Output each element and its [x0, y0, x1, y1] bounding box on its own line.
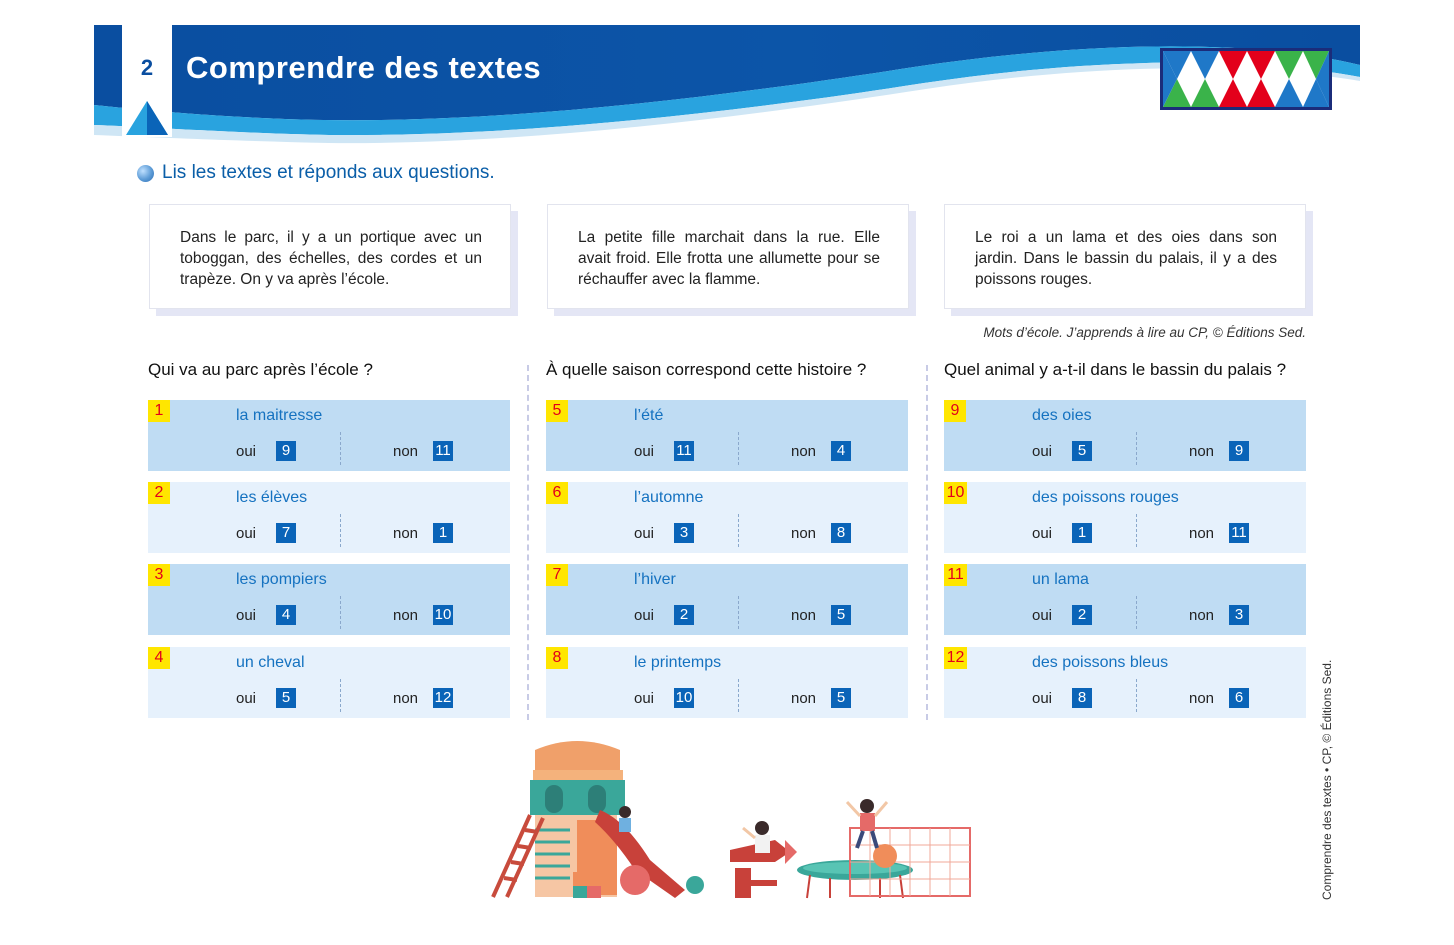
answer-card: [148, 564, 510, 635]
item-number: 12: [944, 647, 967, 669]
question-1: Qui va au parc après l’école ?: [148, 360, 373, 379]
item-number: 8: [546, 647, 568, 669]
item-number: 2: [148, 482, 170, 504]
text-box-2: La petite fille marchait dans la rue. Elle avait froid. Elle frotta une allumette pour se réchauffer avec la flamme.: [547, 204, 909, 309]
no-label: non: [393, 607, 419, 624]
option-label: les élèves: [236, 489, 308, 506]
item-number: 5: [546, 400, 568, 422]
divider: [340, 596, 341, 629]
instruction-text: Lis les textes et réponds aux questions.: [162, 162, 495, 183]
yes-label: oui: [1032, 690, 1053, 707]
answer-card: [148, 400, 510, 471]
answer-card: [546, 400, 908, 471]
option-label: des oies: [1032, 407, 1092, 424]
divider: [1136, 432, 1137, 465]
no-label: non: [791, 607, 817, 624]
yes-target-badge[interactable]: 5: [1072, 441, 1092, 461]
text-box-3: Le roi a un lama et des oies dans son jardin. Dans le bassin du palais, il y a des poissons rouges.: [944, 204, 1306, 309]
yes-label: oui: [236, 690, 257, 707]
item-number: 9: [944, 400, 966, 422]
option-label: la maitresse: [236, 407, 323, 424]
option-label: le printemps: [634, 654, 722, 671]
divider: [738, 679, 739, 712]
no-target-badge[interactable]: 5: [831, 605, 851, 625]
yes-label: oui: [1032, 443, 1053, 460]
yes-target-badge[interactable]: 1: [1072, 523, 1092, 543]
no-target-badge[interactable]: 11: [433, 441, 453, 461]
triangle-icon: [122, 97, 172, 137]
option-label: les pompiers: [236, 571, 327, 588]
playground-illustration: [485, 740, 975, 905]
page-title: Comprendre des textes: [186, 50, 542, 85]
no-label: non: [791, 525, 817, 542]
item-number: 7: [546, 564, 568, 586]
answer-card: [148, 647, 510, 718]
option-label: l’hiver: [634, 571, 676, 588]
no-target-badge[interactable]: 6: [1229, 688, 1249, 708]
option-label: un cheval: [236, 654, 305, 671]
no-label: non: [1189, 607, 1215, 624]
yes-target-badge[interactable]: 2: [674, 605, 694, 625]
side-credit: Comprendre des textes • CP, © Éditions Sed.: [1320, 659, 1334, 900]
divider: [1136, 679, 1137, 712]
divider: [1136, 596, 1137, 629]
yes-target-badge[interactable]: 7: [276, 523, 296, 543]
item-number: 1: [148, 400, 170, 422]
divider: [738, 514, 739, 547]
yes-target-badge[interactable]: 9: [276, 441, 296, 461]
no-target-badge[interactable]: 1: [433, 523, 453, 543]
item-number: 10: [944, 482, 967, 504]
yes-target-badge[interactable]: 3: [674, 523, 694, 543]
item-number: 11: [944, 564, 967, 586]
yes-target-badge[interactable]: 4: [276, 605, 296, 625]
no-target-badge[interactable]: 5: [831, 688, 851, 708]
no-label: non: [393, 690, 419, 707]
no-label: non: [393, 525, 419, 542]
chapter-number: 2: [140, 55, 154, 80]
divider: [738, 432, 739, 465]
no-target-badge[interactable]: 12: [434, 689, 452, 706]
column-separator: [527, 365, 529, 720]
bullet-icon: [137, 165, 154, 182]
chapter-number-tab: [122, 25, 172, 137]
yes-label: oui: [236, 525, 257, 542]
answer-card: [546, 564, 908, 635]
divider: [340, 679, 341, 712]
no-target-badge[interactable]: 4: [831, 441, 851, 461]
item-number: 4: [148, 647, 170, 669]
answer-card: [944, 564, 1306, 635]
no-target-badge[interactable]: 8: [831, 523, 851, 543]
item-number: 3: [148, 564, 170, 586]
answer-card: [546, 647, 908, 718]
yes-label: oui: [634, 443, 655, 460]
column-separator: [926, 365, 928, 720]
yes-target-badge[interactable]: 2: [1072, 605, 1092, 625]
yes-label: oui: [236, 607, 257, 624]
text-box-1: Dans le parc, il y a un portique avec un toboggan, des échelles, des cordes et un trapèze. On y va après l’école.: [149, 204, 511, 309]
instruction: [137, 162, 495, 184]
yes-label: oui: [1032, 525, 1053, 542]
no-label: non: [1189, 690, 1215, 707]
yes-label: oui: [634, 607, 655, 624]
answer-card: [148, 482, 510, 553]
answer-card: [944, 400, 1306, 471]
option-label: des poissons rouges: [1032, 489, 1179, 506]
divider: [340, 514, 341, 547]
no-label: non: [1189, 525, 1215, 542]
option-label: des poissons bleus: [1032, 654, 1169, 671]
question-3: Quel animal y a-t-il dans le bassin du palais ?: [944, 360, 1287, 379]
option-label: l’automne: [634, 489, 704, 506]
no-label: non: [791, 443, 817, 460]
no-target-badge[interactable]: 10: [434, 606, 452, 623]
no-target-badge[interactable]: 11: [1229, 523, 1249, 543]
divider: [738, 596, 739, 629]
answer-card: [546, 482, 908, 553]
no-target-badge[interactable]: 9: [1229, 441, 1249, 461]
option-label: l’été: [634, 407, 664, 424]
yes-target-badge[interactable]: 5: [276, 688, 296, 708]
question-2: À quelle saison correspond cette histoire ?: [546, 360, 867, 379]
yes-target-badge[interactable]: 8: [1072, 688, 1092, 708]
mosaic-logo-icon: [1160, 48, 1332, 110]
yes-target-badge[interactable]: 10: [675, 689, 693, 706]
source-credit: Mots d’école. J’apprends à lire au CP, © Éditions Sed.: [983, 325, 1306, 340]
yes-label: oui: [1032, 607, 1053, 624]
no-target-badge[interactable]: 3: [1229, 605, 1249, 625]
yes-target-badge[interactable]: 11: [674, 441, 694, 461]
answer-card: [944, 482, 1306, 553]
no-label: non: [791, 690, 817, 707]
item-number: 6: [546, 482, 568, 504]
option-label: un lama: [1032, 571, 1089, 588]
no-label: non: [1189, 443, 1215, 460]
divider: [340, 432, 341, 465]
no-label: non: [393, 443, 419, 460]
divider: [1136, 514, 1137, 547]
answer-card: [944, 647, 1306, 718]
yes-label: oui: [634, 525, 655, 542]
yes-label: oui: [236, 443, 257, 460]
yes-label: oui: [634, 690, 655, 707]
